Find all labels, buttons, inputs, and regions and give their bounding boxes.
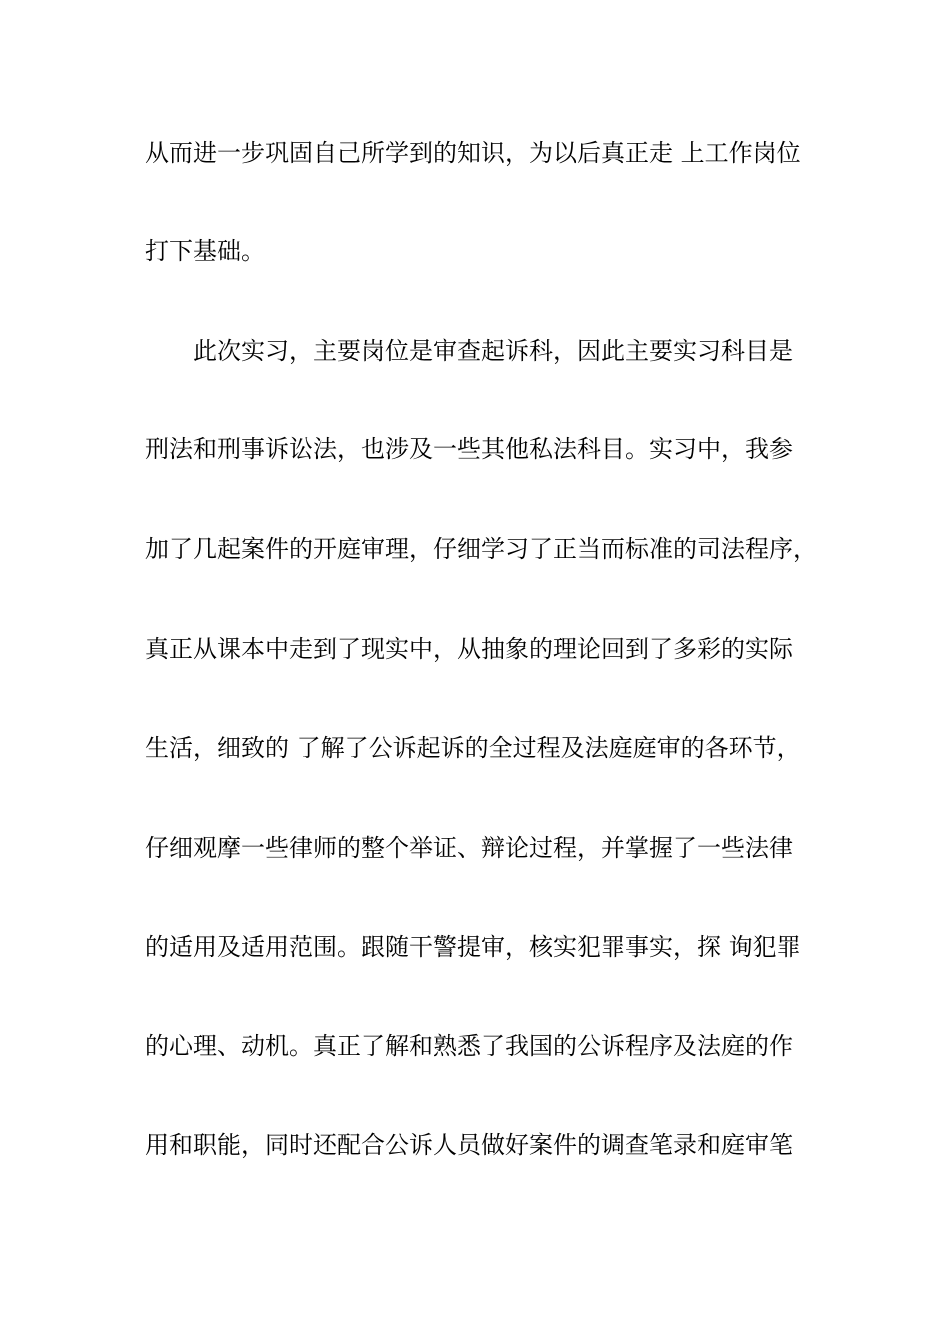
text-line-10: 的心理、动机。真正了解和熟悉了我国的公诉程序及法庭的作 [145,1032,793,1060]
text-line-6: 真正从课本中走到了现实中，从抽象的理论回到了多彩的实际 [145,635,793,663]
text-line-4: 刑法和刑事诉讼法，也涉及一些其他私法科目。实习中，我参 [145,435,793,463]
text-line-11: 用和职能，同时还配合公诉人员做好案件的调查笔录和庭审笔 [145,1131,793,1159]
text-line-2: 打下基础。 [145,237,265,265]
text-line-1: 从而进一步巩固自己所学到的知识，为以后真正走 上工作岗位 [145,139,801,167]
text-line-3: 此次实习，主要岗位是审查起诉科，因此主要实习科目是 [193,337,793,365]
text-line-8: 仔细观摩一些律师的整个举证、辩论过程，并掌握了一些法律 [145,834,793,862]
text-line-9: 的适用及适用范围。跟随干警提审，核实犯罪事实，探 询犯罪 [145,933,801,961]
text-line-5: 加了几起案件的开庭审理，仔细学习了正当而标准的司法程序， [145,535,817,563]
text-line-7: 生活，细致的 了解了公诉起诉的全过程及法庭庭审的各环节， [145,734,801,762]
